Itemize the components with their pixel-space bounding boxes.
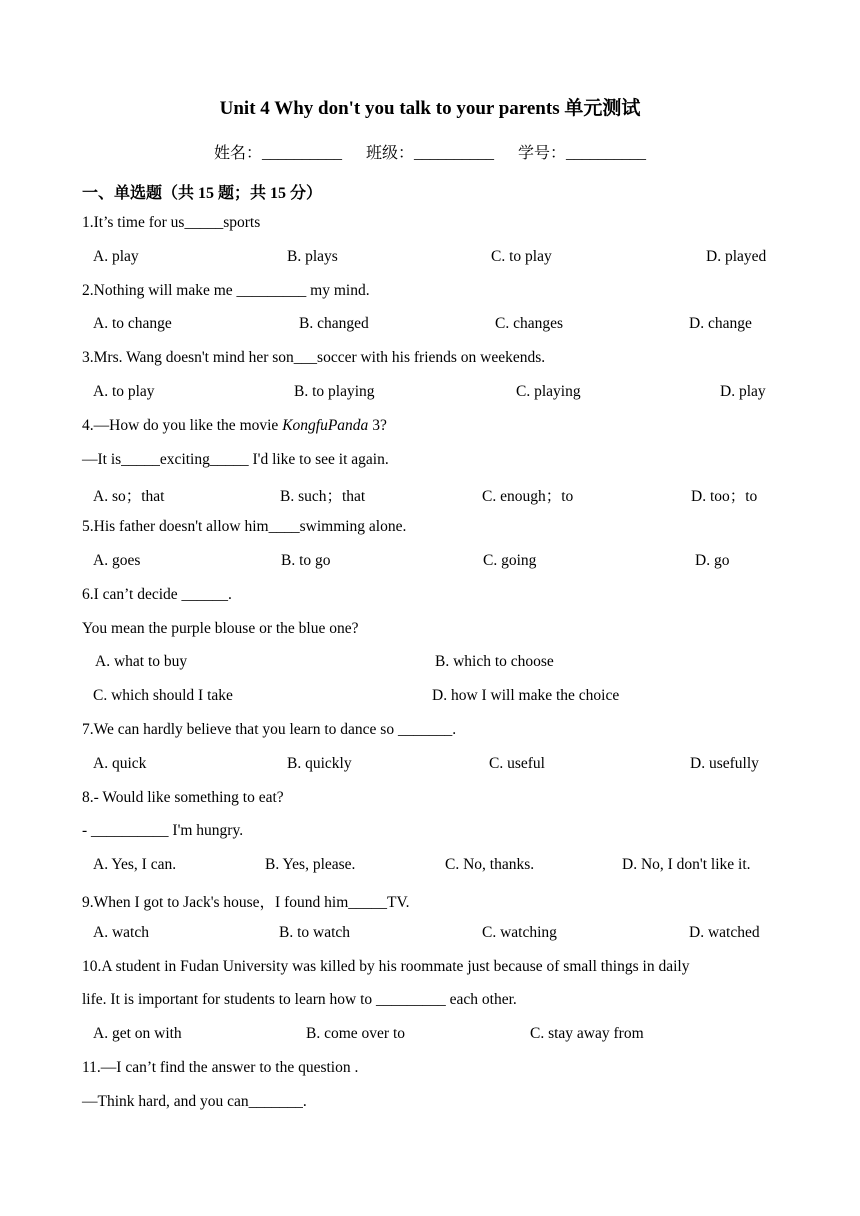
question-9-option-b: B. to watch xyxy=(279,924,351,941)
question-1-stem: 1.It’s time for us_____sports xyxy=(82,214,261,231)
question-10-stem-continued: life. It is important for students to learn how to _________ each other. xyxy=(82,991,517,1008)
question-3-stem: 3.Mrs. Wang doesn't mind her son___soccer with his friends on weekends. xyxy=(82,349,546,366)
question-7-option-c: C. useful xyxy=(489,755,545,772)
question-11-stem-response: —Think hard, and you can_______. xyxy=(82,1093,307,1110)
question-8-option-a: A. Yes, I can. xyxy=(93,856,177,873)
question-2-option-c: C. changes xyxy=(495,315,564,332)
page-title: Unit 4 Why don't you talk to your parents 单元测试 xyxy=(219,98,641,119)
student-info-line xyxy=(0,140,860,163)
question-6-option-c: C. which should I take xyxy=(93,687,233,704)
question-2-option-b: B. changed xyxy=(299,315,369,332)
question-6-option-b: B. which to choose xyxy=(435,653,554,670)
question-4-option-b: B. such；that xyxy=(280,488,366,505)
question-5-option-c: C. going xyxy=(483,552,537,569)
question-8-option-d: D. No, I don't like it. xyxy=(622,856,751,873)
question-7-option-a: A. quick xyxy=(93,755,147,772)
question-8-option-b: B. Yes, please. xyxy=(265,856,356,873)
question-7-stem: 7.We can hardly believe that you learn to dance so _______. xyxy=(82,721,457,738)
question-4-stem-suffix: 3? xyxy=(368,417,387,434)
question-4-option-c: C. enough；to xyxy=(482,488,574,505)
question-1-option-d: D. played xyxy=(706,248,767,265)
question-3-option-a: A. to play xyxy=(93,383,155,400)
question-2-stem: 2.Nothing will make me _________ my mind. xyxy=(82,282,370,299)
question-9-option-d: D. watched xyxy=(689,924,760,941)
question-2-option-d: D. change xyxy=(689,315,752,332)
question-2-option-a: A. to change xyxy=(93,315,172,332)
question-5-stem: 5.His father doesn't allow him____swimming alone. xyxy=(82,518,407,535)
question-4-movie-title: KongfuPanda xyxy=(282,417,369,434)
question-4-option-a: A. so；that xyxy=(93,488,165,505)
question-7-option-b: B. quickly xyxy=(287,755,352,772)
question-1-option-c: C. to play xyxy=(491,248,552,265)
question-5-option-a: A. goes xyxy=(93,552,141,569)
question-4-stem-response: —It is_____exciting_____ I'd like to see it again. xyxy=(82,451,389,468)
question-7-option-d: D. usefully xyxy=(690,755,759,772)
question-8-stem: 8.- Would like something to eat? xyxy=(82,789,284,806)
question-11-stem: 11.—I can’t find the answer to the question . xyxy=(82,1059,359,1076)
question-5-option-d: D. go xyxy=(695,552,730,569)
section-heading: 一、单选题（共 15 题；共 15 分） xyxy=(82,185,323,202)
question-9-option-c: C. watching xyxy=(482,924,557,941)
question-3-option-c: C. playing xyxy=(516,383,581,400)
question-8-stem-response: - __________ I'm hungry. xyxy=(82,822,244,839)
question-6-stem: 6.I can’t decide ______. xyxy=(82,586,232,603)
question-6-option-a: A. what to buy xyxy=(95,653,188,670)
question-10-option-a: A. get on with xyxy=(93,1025,182,1042)
question-6-stem-response: You mean the purple blouse or the blue one? xyxy=(82,620,359,637)
question-8-option-c: C. No, thanks. xyxy=(445,856,535,873)
question-9-option-a: A. watch xyxy=(93,924,149,941)
question-3-option-b: B. to playing xyxy=(294,383,375,400)
class-field-label: 班级：__________ xyxy=(365,145,494,162)
question-1-option-b: B. plays xyxy=(287,248,338,265)
question-4-stem xyxy=(82,417,387,435)
question-1-option-a: A. play xyxy=(93,248,139,265)
question-6-option-d: D. how I will make the choice xyxy=(432,687,620,704)
question-4-option-d: D. too；to xyxy=(691,488,758,505)
name-field-label: 姓名：__________ xyxy=(213,145,342,162)
student-id-field-label: 学号：__________ xyxy=(518,145,647,162)
question-10-stem: 10.A student in Fudan University was killed by his roommate just because of small things in daily xyxy=(82,958,690,975)
question-4-stem-prefix: 4.—How do you like the movie xyxy=(82,417,283,434)
question-5-option-b: B. to go xyxy=(281,552,331,569)
question-3-option-d: D. play xyxy=(720,383,766,400)
question-9-stem: 9.When I got to Jack's house，I found him_____TV. xyxy=(82,894,410,911)
question-10-option-c: C. stay away from xyxy=(530,1025,644,1042)
question-10-option-b: B. come over to xyxy=(306,1025,406,1042)
